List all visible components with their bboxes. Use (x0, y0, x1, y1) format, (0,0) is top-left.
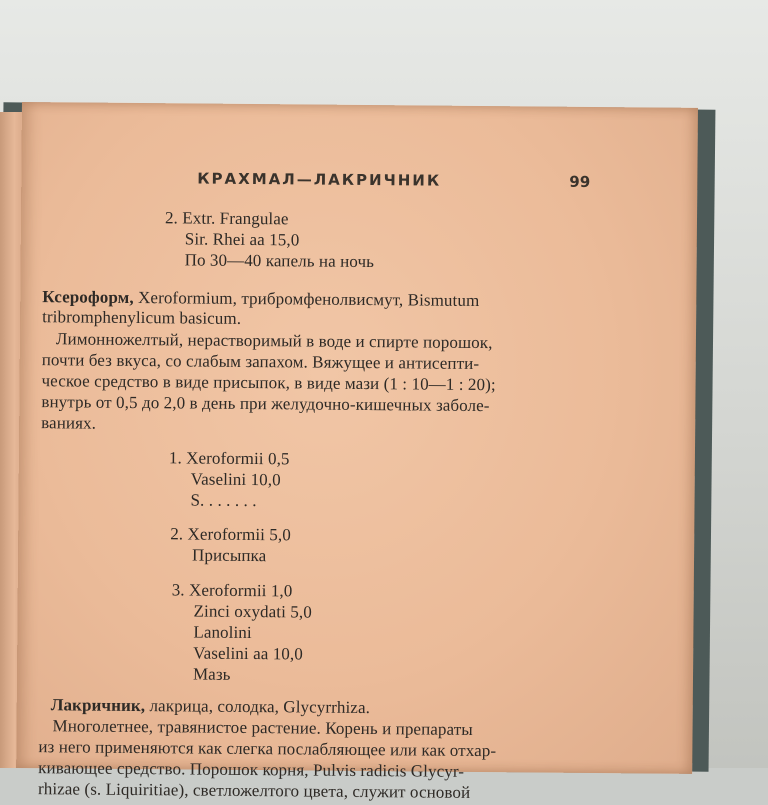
recipe-line: 2. Xeroformii 5,0 (170, 524, 292, 545)
recipe-line: 2. Extr. Frangulae (164, 208, 289, 229)
recipe-line: Vaselini aa 10,0 (193, 643, 303, 664)
text-line: почти без вкуса, со слабым запахом. Вяжущее и антисепти- (41, 350, 480, 373)
recipe-line: Sir. Rhei aa 15,0 (184, 229, 300, 250)
entry-synonyms: лакрица, солодка, Glycyrrhiza. (145, 696, 371, 718)
entry-synonyms: Xeroformium, трибромфенолвисмут, Bismutum (133, 287, 480, 310)
text-line: rhizae (s. Liquiritiae), светложелтого цвета, служит основой (37, 779, 471, 802)
text-line: кивающее средство. Порошок корня, Pulvis radicis Glycyr- (38, 758, 465, 781)
text-line: внутрь от 0,5 до 2,0 в день при желудочно-кишечных заболе- (41, 392, 490, 416)
recipe-line: Vaselini 10,0 (190, 469, 281, 490)
running-header: КРАХМАЛ—ЛАКРИЧНИК (197, 169, 442, 190)
text-line: из него применяются как слегка послабляющее или как отхар- (38, 737, 497, 761)
licorice-entry-title (51, 694, 370, 718)
recipe-line: По 30—40 капель на ночь (184, 250, 375, 272)
recipe-line: 1. Xeroformii 0,5 (168, 448, 290, 469)
text-line: ваниях. (41, 413, 97, 433)
entry-term: Ксероформ, (42, 287, 134, 307)
entry-term: Лакричник, (50, 695, 146, 716)
recipe-line: Zinci oxydati 5,0 (193, 601, 312, 622)
recipe-line: Присыпка (191, 545, 267, 566)
text-line: tribromphenylicum basicum. (42, 307, 242, 328)
text-line: ческое средство в виде присыпок, в виде мази (1 : 10—1 : 20); (41, 371, 496, 395)
recipe-line: Мазь (192, 664, 231, 684)
page-number: 99 (569, 172, 591, 191)
book-page (16, 102, 698, 802)
recipe-line: Lanolini (193, 622, 252, 643)
recipe-line: 3. Xeroformii 1,0 (171, 580, 293, 601)
recipe-line: S. . . . . . . (190, 490, 257, 511)
text-line: Многолетнее, травянистое растение. Корень и препараты (52, 716, 473, 739)
text-line: Лимонножелтый, нерастворимый в воде и спирте порошок, (55, 329, 493, 353)
